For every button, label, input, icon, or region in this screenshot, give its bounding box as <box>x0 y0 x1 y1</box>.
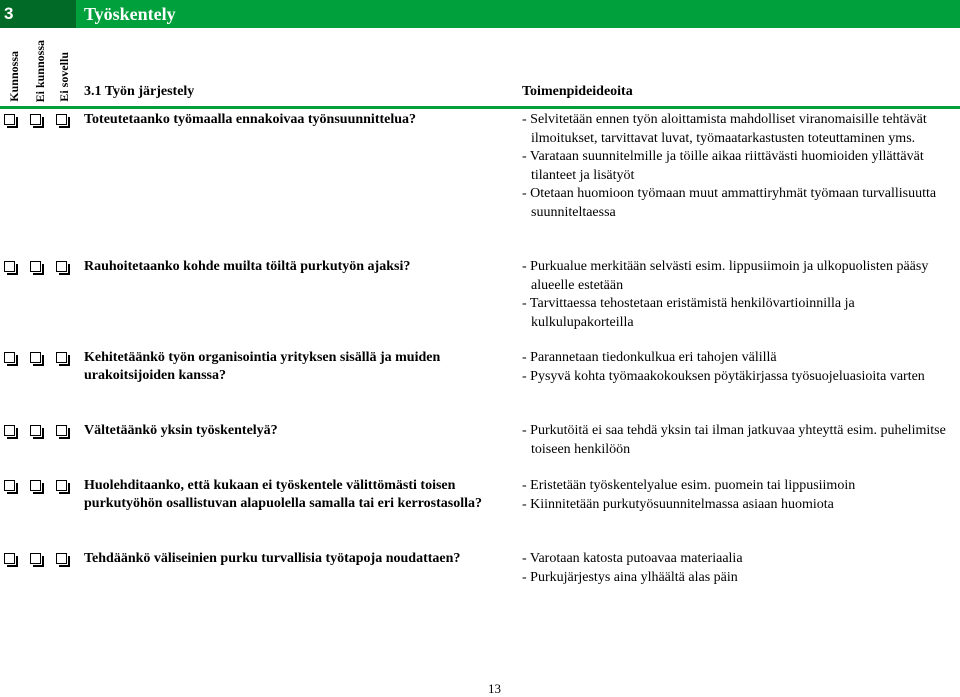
page-number: 13 <box>488 681 501 696</box>
row-actions <box>522 258 952 332</box>
column-label-not-ok-text: Ei kunnossa <box>32 39 47 102</box>
checkbox-na[interactable] <box>56 114 67 125</box>
checkbox-not-ok[interactable] <box>30 480 41 491</box>
action-item: - Selvitetään ennen työn aloittamista mahdolliset viranomaisille tehtävät ilmoitukset, tarvittavat luvat, työmaatarkastusten toteuttaminen yms. <box>522 112 927 146</box>
row-actions <box>522 422 952 459</box>
checkbox-na[interactable] <box>56 480 67 491</box>
row-question: Huolehditaanko, että kukaan ei työskentele välittömästi toisen purkutyöhön osallistuvan alapuolella samalla tai eri kerrostasolla? <box>84 478 483 511</box>
column-label-na <box>54 40 74 102</box>
column-label-na-text: Ei sovellu <box>56 52 71 102</box>
actions-header: Toimenpideideoita <box>522 84 633 99</box>
row-actions <box>522 550 952 587</box>
checkbox-na[interactable] <box>56 425 67 436</box>
checkbox-not-ok[interactable] <box>30 114 41 125</box>
column-label-ok <box>4 40 24 102</box>
column-label-ok-text: Kunnossa <box>6 51 21 102</box>
column-label-not-ok <box>30 40 50 102</box>
action-item: - Varataan suunnitelmille ja töille aikaa riittävästi huomioiden yllättävät tilanteet ja lisätyöt <box>522 149 924 183</box>
checkbox-not-ok[interactable] <box>30 261 41 272</box>
action-item: - Pysyvä kohta työmaakokouksen pöytäkirjassa työsuojeluasioita varten <box>522 368 925 384</box>
row-question: Rauhoitetaanko kohde muilta töiltä purkutyön ajaksi? <box>84 259 411 274</box>
row-question: Tehdäänkö väliseinien purku turvallisia työtapoja noudattaen? <box>84 551 461 566</box>
checkbox-ok[interactable] <box>4 114 15 125</box>
checkbox-na[interactable] <box>56 261 67 272</box>
checkbox-not-ok[interactable] <box>30 352 41 363</box>
row-actions <box>522 349 952 386</box>
section-header <box>0 0 960 28</box>
action-item: - Eristetään työskentelyalue esim. puomein tai lippusiimoin <box>522 478 856 493</box>
action-item: - Purkutöitä ei saa tehdä yksin tai ilman jatkuvaa yhteyttä esim. puhelimitse toiseen henkilöön <box>522 423 946 457</box>
action-item: - Parannetaan tiedonkulkua eri tahojen välillä <box>522 350 777 365</box>
checkbox-ok[interactable] <box>4 425 15 436</box>
checkbox-ok[interactable] <box>4 480 15 491</box>
checkbox-ok[interactable] <box>4 553 15 564</box>
action-item: - Tarvittaessa tehostetaan eristämistä henkilövartioinnilla ja kulkulupakorteilla <box>522 296 855 330</box>
checkbox-not-ok[interactable] <box>30 553 41 564</box>
section-title: Työskentely <box>76 0 960 28</box>
checkbox-ok[interactable] <box>4 352 15 363</box>
action-item: - Purkujärjestys aina ylhäältä alas päin <box>522 569 738 585</box>
row-actions <box>522 477 952 514</box>
subsection-title: 3.1 Työn järjestely <box>84 84 195 99</box>
checkbox-not-ok[interactable] <box>30 425 41 436</box>
checkbox-na[interactable] <box>56 553 67 564</box>
header-divider <box>0 106 960 109</box>
row-question: Vältetäänkö yksin työskentelyä? <box>84 423 278 438</box>
row-question: Toteutetaanko työmaalla ennakoivaa työnsuunnittelua? <box>84 112 417 127</box>
section-number: 3 <box>0 0 76 28</box>
action-item: - Varotaan katosta putoavaa materiaalia <box>522 551 743 566</box>
action-item: - Purkualue merkitään selvästi esim. lippusiimoin ja ulkopuolisten pääsy alueelle estetään <box>522 259 929 293</box>
row-actions <box>522 111 952 222</box>
row-question: Kehitetäänkö työn organisointia yrityksen sisällä ja muiden urakoitsijoiden kanssa? <box>84 350 441 383</box>
checkbox-na[interactable] <box>56 352 67 363</box>
checkbox-ok[interactable] <box>4 261 15 272</box>
action-item: - Otetaan huomioon työmaan muut ammattiryhmät työmaan turvallisuutta suunniteltaessa <box>522 186 937 220</box>
action-item: - Kiinnitetään purkutyösuunnitelmassa asiaan huomiota <box>522 496 834 512</box>
